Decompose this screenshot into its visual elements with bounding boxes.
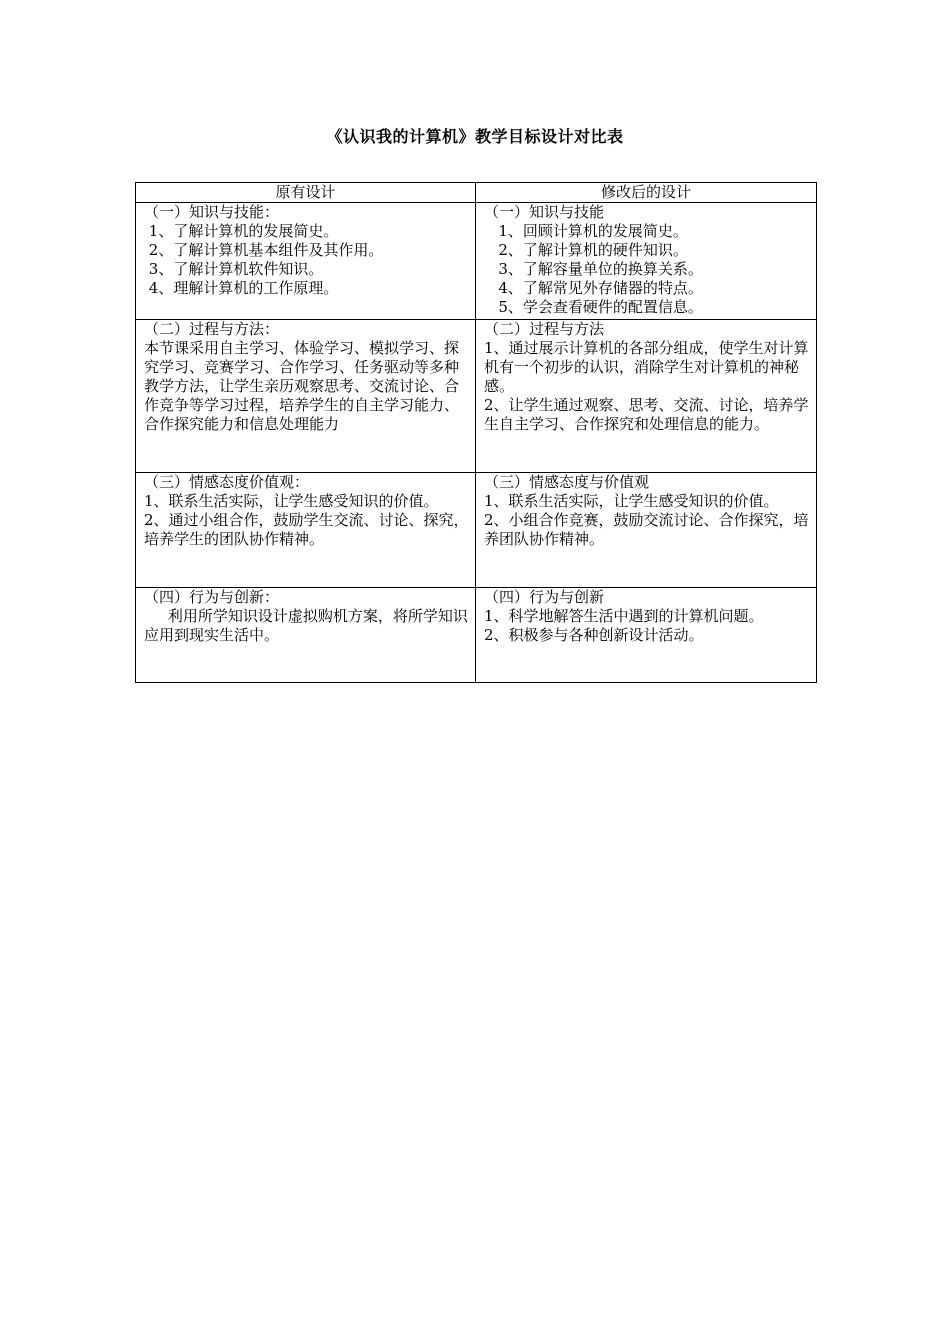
section-heading: （二）过程与方法：	[144, 320, 280, 338]
list-item: 2、通过小组合作，鼓励学生交流、讨论、探究，培养学生的团队协作精神。	[144, 511, 469, 548]
table-row	[136, 588, 817, 683]
page-title: 《认识我的计算机》教学目标设计对比表	[326, 127, 624, 146]
comparison-table	[135, 182, 817, 683]
list-item: 4、了解常见外存储器的特点。	[484, 279, 703, 297]
section-heading: （一）知识与技能：	[144, 203, 280, 221]
section-heading: （四）行为与创新	[484, 588, 605, 606]
list-item: 1、回顾计算机的发展简史。	[484, 222, 688, 240]
list-item: 2、积极参与各种创新设计活动。	[484, 626, 704, 644]
cell-revised-process	[476, 320, 817, 473]
list-item: 4、理解计算机的工作原理。	[144, 279, 339, 297]
header-original-design: 原有设计	[136, 183, 476, 203]
section-heading: （三）情感态度价值观：	[144, 473, 310, 491]
section-heading: （四）行为与创新：	[144, 588, 280, 606]
list-item: 1、科学地解答生活中遇到的计算机问题。	[484, 607, 764, 625]
cell-original-knowledge	[136, 203, 476, 320]
section-heading: （三）情感态度与价值观	[484, 473, 650, 491]
list-item: 2、了解计算机的硬件知识。	[484, 241, 688, 259]
list-item: 2、了解计算机基本组件及其作用。	[144, 241, 384, 259]
paragraph: 利用所学知识设计虚拟购机方案，将所学知识应用到现实生活中。	[144, 607, 468, 644]
cell-original-attitude	[136, 473, 476, 588]
section-heading: （一）知识与技能	[484, 203, 605, 221]
table-row	[136, 203, 817, 320]
list-item: 3、了解计算机软件知识。	[144, 260, 324, 278]
list-item: 1、了解计算机的发展简史。	[144, 222, 339, 240]
cell-revised-knowledge	[476, 203, 817, 320]
list-item: 1、通过展示计算机的各部分组成，使学生对计算机有一个初步的认识，消除学生对计算机的神秘感。	[484, 339, 809, 395]
table-row	[136, 473, 817, 588]
table-row	[136, 320, 817, 473]
list-item: 1、联系生活实际，让学生感受知识的价值。	[484, 492, 779, 510]
list-item: 5、学会查看硬件的配置信息。	[484, 298, 703, 316]
cell-original-innovation	[136, 588, 476, 683]
list-item: 3、了解容量单位的换算关系。	[484, 260, 703, 278]
list-item: 1、联系生活实际，让学生感受知识的价值。	[144, 492, 439, 510]
cell-revised-attitude	[476, 473, 817, 588]
paragraph: 本节课采用自主学习、体验学习、模拟学习、探究学习、竞赛学习、合作学习、任务驱动等多种教学方法，让学生亲历观察思考、交流讨论、合作竞争等学习过程，培养学生的自主学习能力、合作探究能力和信息处理能力	[144, 339, 460, 433]
cell-original-process	[136, 320, 476, 473]
list-item: 2、小组合作竞赛，鼓励交流讨论、合作探究，培养团队协作精神。	[484, 511, 809, 548]
section-heading: （二）过程与方法	[484, 320, 605, 338]
header-revised-design: 修改后的设计	[476, 183, 817, 203]
list-item: 2、让学生通过观察、思考、交流、讨论，培养学生自主学习、合作探究和处理信息的能力。	[484, 396, 809, 433]
cell-revised-innovation	[476, 588, 817, 683]
